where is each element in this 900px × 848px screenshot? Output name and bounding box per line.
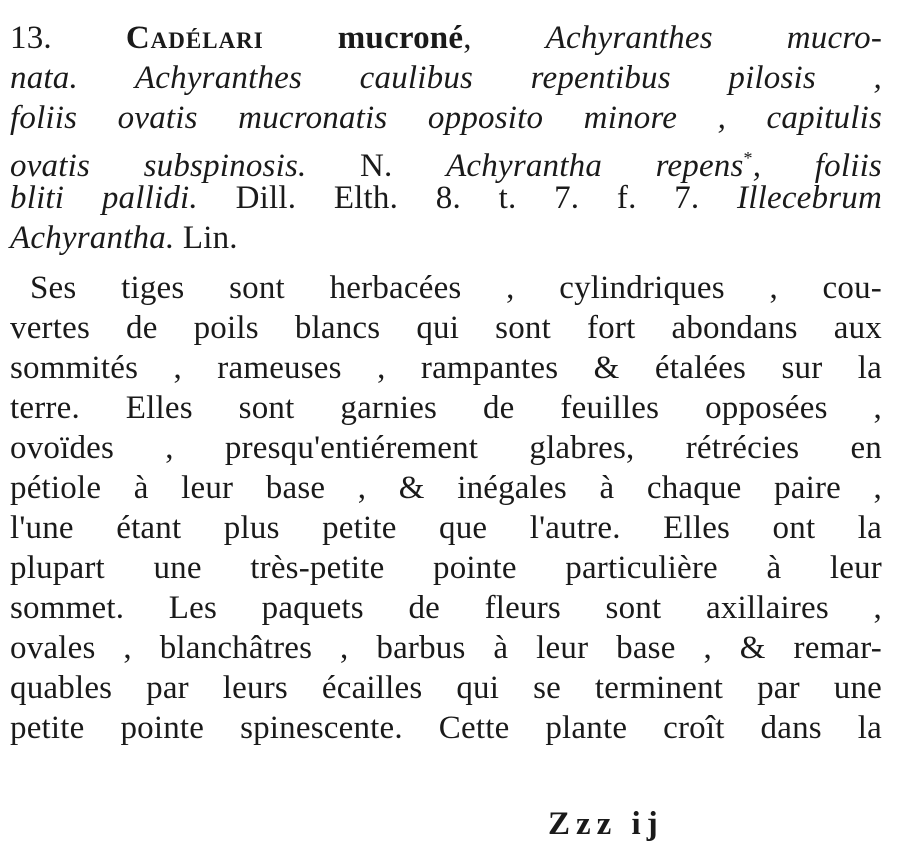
synonym-line (10, 138, 882, 184)
signature-mark: Zzz ij (548, 806, 664, 842)
diagnosis-end: ovatis subspinosis. (10, 148, 307, 184)
description-line: terre. Elles sont garnies de feuilles opposées , (10, 390, 882, 426)
description-line: ovoïdes , presqu'entiérement glabres, rétrécies en (10, 430, 882, 466)
description-line: sommet. Les paquets de fleurs sont axillaires , (10, 590, 882, 626)
description-line: plupart une très-petite pointe particulière à leur (10, 550, 882, 586)
linnaeus-genus: Illecebrum (737, 180, 882, 216)
diagnosis-line: nata. Achyranthes caulibus repentibus pilosis , (10, 60, 882, 96)
description-line: sommités , rameuses , rampantes & étalées sur la (10, 350, 882, 386)
reference-line (10, 178, 882, 218)
species-epithet: mucroné (337, 20, 464, 56)
linnaeus-abbrev: Lin. (182, 220, 238, 256)
description-line: vertes de poils blancs qui sont fort abondans aux (10, 310, 882, 346)
synonym-name: Achyrantha repens (446, 148, 744, 184)
genus-name: Cadélari (125, 20, 264, 56)
asterisk-mark: * (743, 148, 753, 168)
description-line: l'une étant plus petite que l'autre. Elles ont la (10, 510, 882, 546)
description-line: quables par leurs écailles qui se terminent par une (10, 670, 882, 706)
species-binomial: Achyranthes mucro- (545, 20, 883, 56)
description-line: pétiole à leur base , & inégales à chaque paire , (10, 470, 882, 506)
entry-heading-line: 13. Cadélari mucroné, Achyranthes mucro- (10, 20, 883, 56)
synonym-end: bliti pallidi. (10, 180, 198, 216)
description-line: Ses tiges sont herbacées , cylindriques , cou- (30, 270, 882, 306)
synonym-continued: , foliis (752, 148, 882, 184)
description-line: petite pointe spinescente. Cette plante croît dans la (10, 710, 882, 746)
entry-number: 13. (10, 20, 52, 56)
description-line: ovales , blanchâtres , barbus à leur base , & remar- (10, 630, 882, 666)
reference-line (10, 218, 882, 258)
dillenius-reference: Dill. Elth. 8. t. 7. f. 7. (235, 180, 700, 216)
diagnosis-line: foliis ovatis mucronatis opposito minore , capitulis (10, 100, 882, 136)
synonym-marker: N. (360, 148, 393, 184)
linnaeus-species: Achyrantha. (10, 220, 175, 256)
